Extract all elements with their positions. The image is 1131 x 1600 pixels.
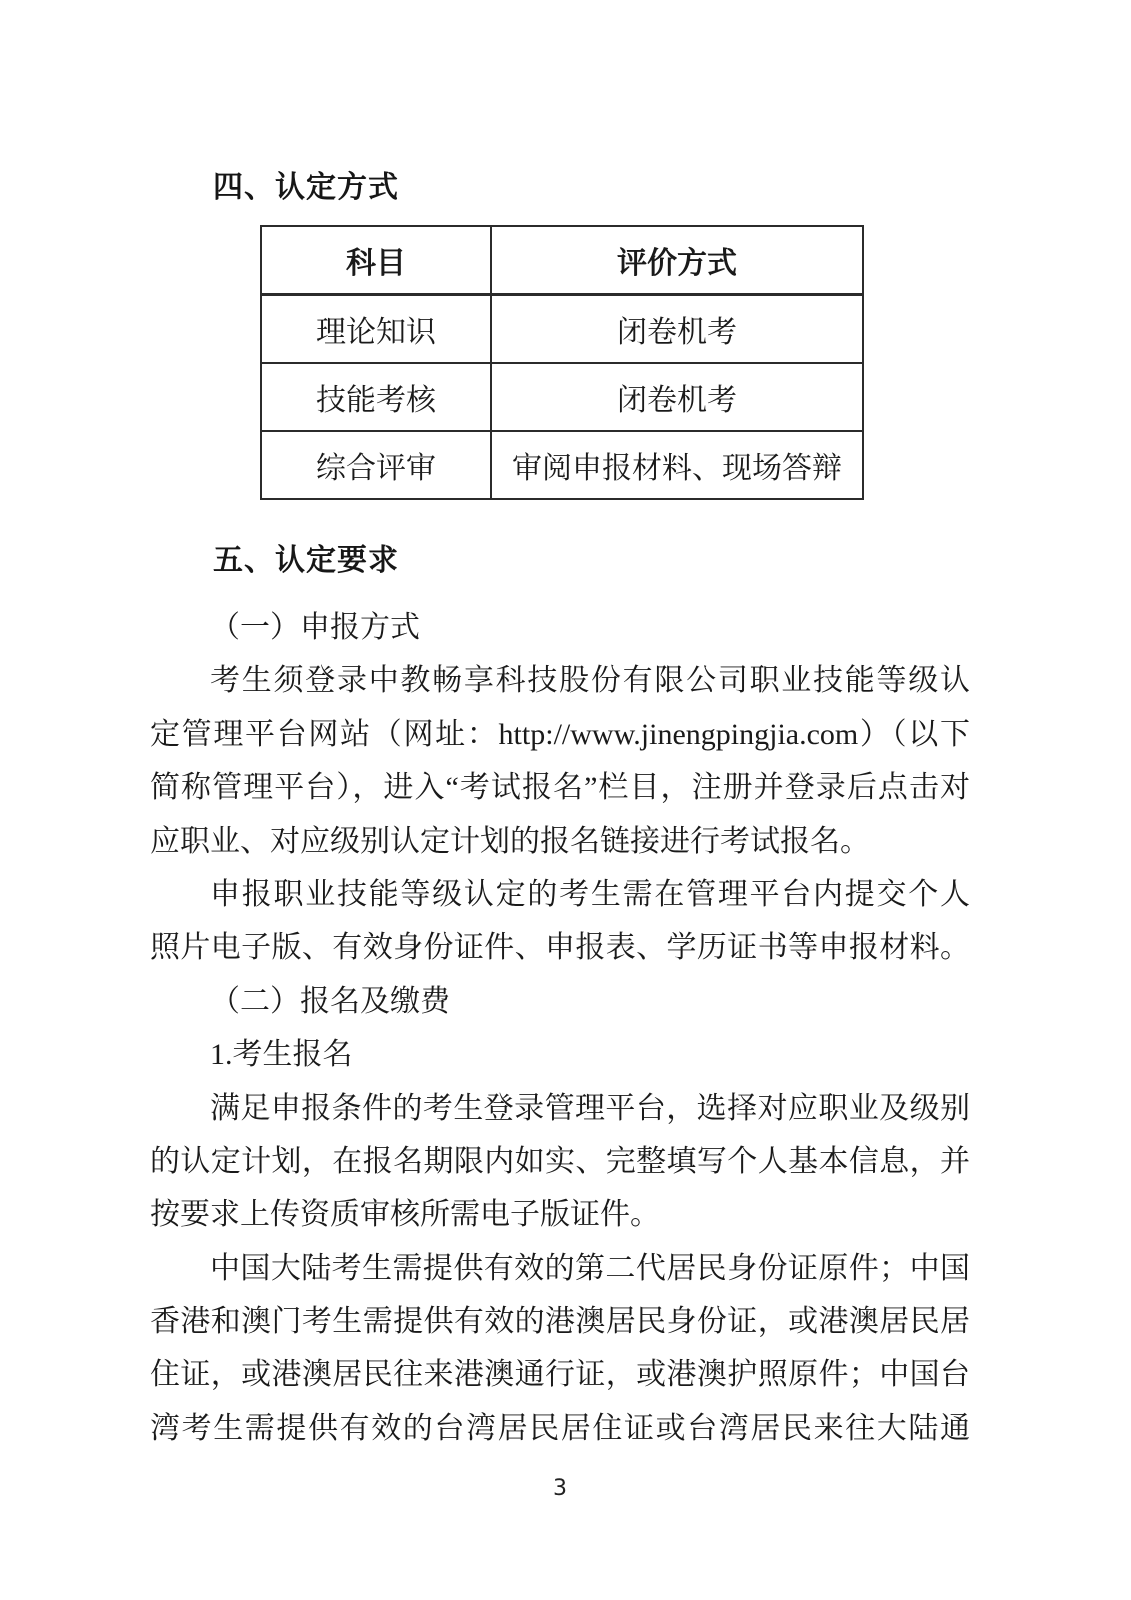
page-number: 3 [553,1476,567,1501]
table-header-subject: 科目 [261,226,491,295]
body-text-line: 简称管理平台），进入“考试报名”栏目，注册并登录后点击对 [150,771,970,805]
table-row [261,431,863,499]
body-text-line: 的认定计划，在报名期限内如实、完整填写个人基本信息，并 [150,1144,970,1178]
body-text-line: 按要求上传资质审核所需电子版证件。 [150,1198,660,1232]
table-cell: 综合评审 [261,431,491,499]
table-cell: 理论知识 [261,295,491,364]
body-text-line: 应职业、对应级别认定计划的报名链接进行考试报名。 [150,824,870,858]
body-text-line: 满足申报条件的考生登录管理平台，选择对应职业及级别 [210,1091,970,1125]
body-text-line: 湾考生需提供有效的台湾居民居住证或台湾居民来往大陆通 [150,1411,970,1445]
body-text-line: 申报职业技能等级认定的考生需在管理平台内提交个人 [210,877,970,911]
body-text [150,601,970,1455]
assessment-table-body [261,295,863,500]
body-text-line: 定管理平台网站（网址：http://www.jinengpingjia.com）（以下 [150,717,970,751]
body-text-line: 照片电子版、有效身份证件、申报表、学历证书等申报材料。 [150,931,970,965]
assessment-table [260,225,864,500]
table-cell: 技能考核 [261,363,491,431]
table-cell: 闭卷机考 [491,295,863,364]
section-heading-4: 四、认定方式 [213,171,399,204]
table-row [261,363,863,431]
assessment-table-head [261,226,863,295]
body-text-line: 住证，或港澳居民往来港澳通行证，或港澳护照原件；中国台 [150,1358,970,1392]
body-text-line: 中国大陆考生需提供有效的第二代居民身份证原件；中国 [210,1251,970,1285]
body-text-line: 1.考生报名 [210,1038,353,1072]
table-header-method: 评价方式 [491,226,863,295]
table-cell: 审阅申报材料、现场答辩 [491,431,863,499]
body-text-line: 香港和澳门考生需提供有效的港澳居民身份证，或港澳居民居 [150,1305,970,1339]
table-row [261,295,863,364]
table-header-row [261,226,863,295]
body-text-line: （一）申报方式 [210,611,420,644]
table-cell: 闭卷机考 [491,363,863,431]
body-text-line: （二）报名及缴费 [210,984,450,1018]
section-heading-5: 五、认定要求 [213,544,399,577]
body-text-line: 考生须登录中教畅享科技股份有限公司职业技能等级认 [210,664,970,698]
